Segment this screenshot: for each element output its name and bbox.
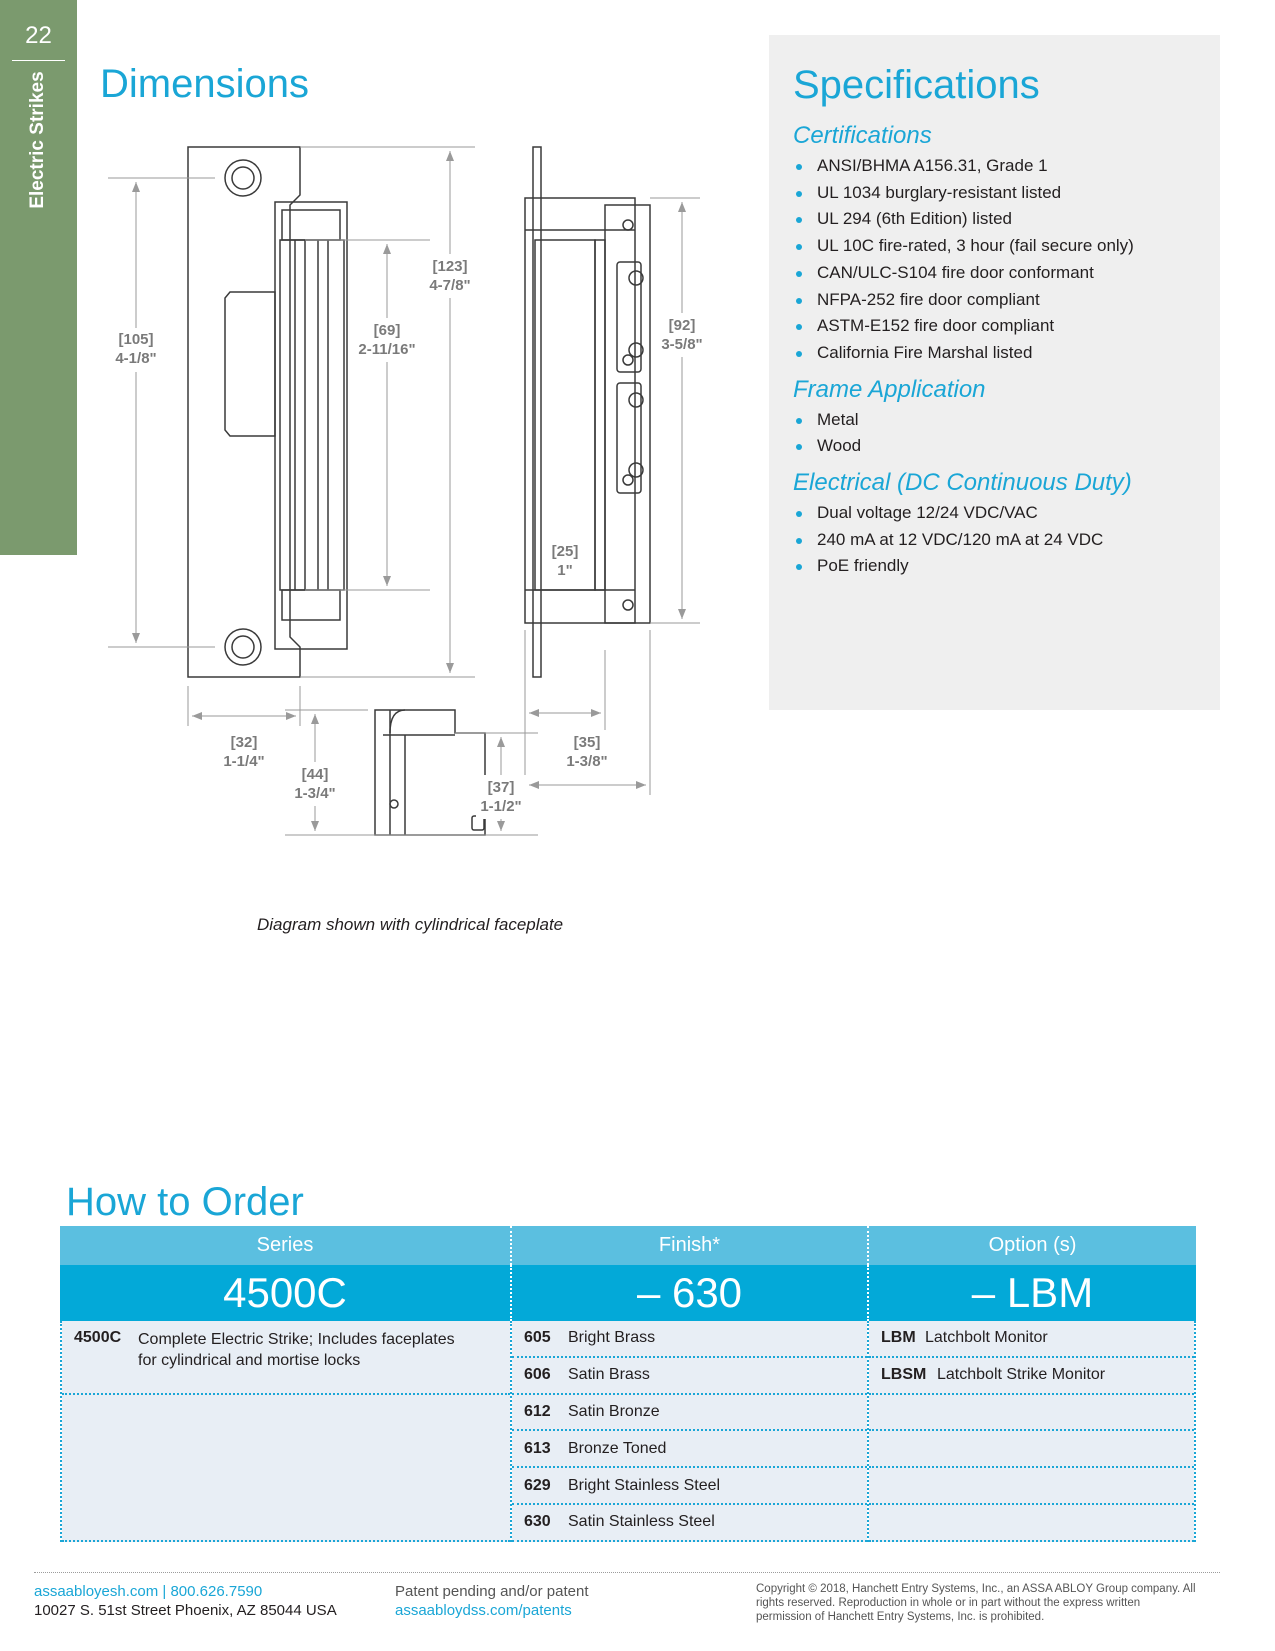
example-series: 4500C [223, 1269, 347, 1316]
bullet-icon [796, 164, 802, 170]
example-finish: – 630 [510, 1265, 867, 1321]
specifications-title: Specifications [793, 63, 1040, 107]
series-column [60, 1321, 510, 1542]
finish-column [510, 1321, 867, 1542]
table-row [869, 1431, 1194, 1468]
footer-divider [34, 1572, 1220, 1573]
electrical-list [793, 500, 1213, 580]
table-row: 630 Satin Stainless Steel [512, 1505, 867, 1542]
patent-text: Patent pending and/or patent [395, 1583, 589, 1600]
table-row [62, 1321, 510, 1395]
dim-44-mm: [44] [301, 766, 329, 783]
patent-link[interactable]: assaabloydss.com/patents [395, 1602, 572, 1619]
certifications-list [793, 153, 1213, 367]
footer-copyright: Copyright © 2018, Hanchett Entry Systems, Inc., an ASSA ABLOY Group company. All rights reserved. Reproduction in whole or in part without the express written permission of Hanchett Entry Systems, Inc. is prohibited. [756, 1583, 1196, 1623]
spec-section-title: Frame Application [793, 375, 986, 403]
list-item: 240 mA at 12 VDC/120 mA at 24 VDC [793, 527, 1213, 554]
series-code: 4500C [74, 1329, 122, 1346]
side-faceplate [533, 147, 541, 677]
table-row [62, 1395, 510, 1542]
bullet-icon [796, 444, 802, 450]
keeper-cutout [225, 292, 275, 436]
footer-patent [395, 1582, 589, 1620]
table-row: 605 Bright Brass [512, 1321, 867, 1358]
list-item: ANSI/BHMA A156.31, Grade 1 [793, 153, 1213, 180]
list-item: CAN/ULC-S104 fire door conformant [793, 260, 1213, 287]
table-row: LBSM Latchbolt Strike Monitor [869, 1358, 1194, 1395]
table-row: 606 Satin Brass [512, 1358, 867, 1395]
list-item: Dual voltage 12/24 VDC/VAC [793, 500, 1213, 527]
page-number: 22 [25, 22, 52, 49]
header-finish: Finish* [510, 1226, 867, 1265]
footer-contact [34, 1582, 337, 1620]
page-number-rule [12, 60, 65, 61]
order-header-row [60, 1226, 1196, 1265]
dim-105-in: 4-1/8" [115, 350, 157, 367]
specifications-content [793, 121, 1213, 580]
dim-69-mm: [69] [373, 322, 401, 339]
bullet-icon [796, 298, 802, 304]
table-row: 612 Satin Bronze [512, 1395, 867, 1432]
example-option: – LBM [867, 1265, 1196, 1321]
table-row: 629 Bright Stainless Steel [512, 1468, 867, 1505]
website-phone-link[interactable]: assaabloyesh.com | 800.626.7590 [34, 1583, 263, 1600]
dimensions-title: Dimensions [100, 62, 309, 106]
list-item: Metal [793, 407, 1213, 434]
frame-application-list [793, 407, 1213, 460]
list-item: UL 1034 burglary-resistant listed [793, 180, 1213, 207]
side-body [605, 205, 650, 623]
dim-32-mm: [32] [230, 734, 258, 751]
dim-123-in: 4-7/8" [429, 277, 471, 294]
table-row [869, 1468, 1194, 1505]
list-item: NFPA-252 fire door compliant [793, 287, 1213, 314]
list-item: PoE friendly [793, 553, 1213, 580]
strike-body [275, 202, 347, 649]
table-row: LBM Latchbolt Monitor [869, 1321, 1194, 1358]
bullet-icon [796, 271, 802, 277]
how-to-order-title: How to Order [66, 1180, 304, 1224]
dim-105-mm: [105] [118, 331, 154, 348]
table-row [869, 1395, 1194, 1432]
order-body [60, 1321, 1196, 1542]
dim-37-mm: [37] [487, 779, 515, 796]
dim-69-in: 2-11/16" [358, 341, 416, 358]
specifications-panel [769, 35, 1220, 710]
bullet-icon [796, 191, 802, 197]
diagram-caption: Diagram shown with cylindrical faceplate [257, 915, 564, 934]
options-column [867, 1321, 1196, 1542]
header-series: Series [256, 1234, 314, 1256]
dim-25-in: 1" [557, 562, 573, 579]
list-item: Wood [793, 433, 1213, 460]
faceplate-outline [188, 147, 300, 677]
dim-37-in: 1-1/2" [480, 798, 522, 815]
dim-44-in: 1-3/4" [294, 785, 336, 802]
list-item: UL 294 (6th Edition) listed [793, 206, 1213, 233]
bullet-icon [796, 244, 802, 250]
dim-35-in: 1-3/8" [566, 753, 608, 770]
series-description: Complete Electric Strike; Includes faceplates for cylindrical and mortise locks [138, 1331, 455, 1369]
footer-address: 10027 S. 51st Street Phoenix, AZ 85044 USA [34, 1602, 337, 1619]
dim-25-mm: [25] [551, 543, 579, 560]
order-table [60, 1226, 1196, 1542]
table-row: 613 Bronze Toned [512, 1431, 867, 1468]
bottom-screw-hole [225, 629, 261, 665]
order-example-row [60, 1265, 1196, 1321]
spec-section-title: Electrical (DC Continuous Duty) [793, 469, 1132, 497]
spec-section-title: Certifications [793, 122, 932, 149]
dim-92-in: 3-5/8" [661, 336, 703, 353]
dim-92-mm: [92] [668, 317, 696, 334]
section-label: Electric Strikes [27, 71, 48, 209]
bullet-icon [796, 324, 802, 330]
list-item: California Fire Marshal listed [793, 340, 1213, 367]
dimension-drawing [100, 130, 760, 910]
dim-123-mm: [123] [432, 258, 468, 275]
bullet-icon [796, 351, 802, 357]
table-row [869, 1505, 1194, 1542]
bullet-icon [796, 511, 802, 517]
bullet-icon [796, 418, 802, 424]
list-item: ASTM-E152 fire door compliant [793, 313, 1213, 340]
dim-32-in: 1-1/4" [223, 753, 265, 770]
bullet-icon [796, 538, 802, 544]
dim-35-mm: [35] [573, 734, 601, 751]
bottom-view-outline [375, 710, 485, 835]
bullet-icon [796, 217, 802, 223]
header-options: Option (s) [867, 1226, 1196, 1265]
bullet-icon [796, 564, 802, 570]
list-item: UL 10C fire-rated, 3 hour (fail secure only) [793, 233, 1213, 260]
top-screw-hole [225, 160, 261, 196]
